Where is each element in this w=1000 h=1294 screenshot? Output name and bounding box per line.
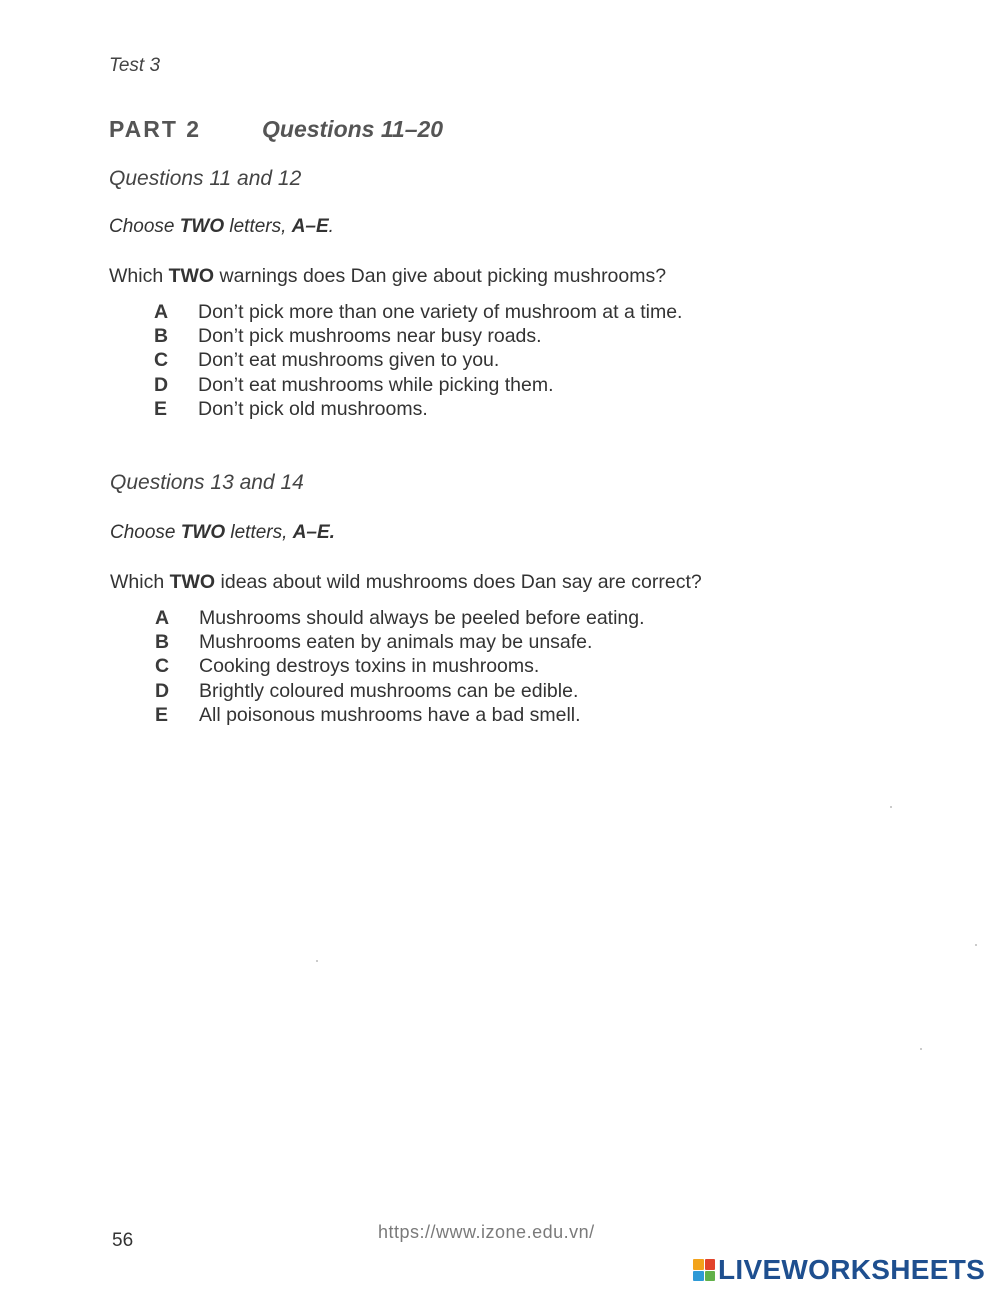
part-title: PART 2	[109, 116, 202, 142]
option-letter: A	[154, 300, 169, 323]
option-letter: E	[154, 397, 168, 420]
option-text: All poisonous mushrooms have a bad smell.	[199, 703, 581, 726]
section-heading: Questions 13 and 14	[110, 471, 304, 494]
option-a[interactable]	[154, 300, 682, 324]
page-number: 56	[112, 1230, 134, 1251]
option-e[interactable]	[155, 703, 645, 727]
option-text: Don’t pick mushrooms near busy roads.	[198, 324, 542, 347]
section-instruction: Choose TWO letters, A–E.	[109, 216, 334, 237]
option-letter: C	[155, 655, 170, 678]
option-e[interactable]	[154, 397, 682, 421]
part-questions-range: Questions 11–20	[262, 116, 444, 142]
option-text: Brightly coloured mushrooms can be edible.	[199, 679, 579, 702]
liveworksheets-logo-icon	[693, 1259, 715, 1281]
option-text: Don’t pick more than one variety of mushroom at a time.	[198, 300, 683, 323]
test-label: Test 3	[109, 55, 161, 76]
scan-speck	[920, 1048, 922, 1050]
question-prompt: Which TWO warnings does Dan give about picking mushrooms?	[109, 265, 667, 287]
option-letter: B	[154, 324, 169, 347]
option-text: Don’t pick old mushrooms.	[198, 397, 428, 420]
option-text: Don’t eat mushrooms while picking them.	[198, 373, 554, 396]
option-letter: C	[154, 349, 169, 372]
option-a[interactable]	[155, 606, 645, 630]
liveworksheets-logo[interactable]	[693, 1254, 985, 1286]
source-url[interactable]: https://www.izone.edu.vn/	[378, 1222, 595, 1242]
part-header	[109, 116, 443, 143]
scan-speck	[890, 806, 892, 808]
option-b[interactable]	[155, 630, 645, 654]
option-letter: E	[155, 703, 169, 726]
option-b[interactable]	[154, 324, 682, 348]
question-prompt: Which TWO ideas about wild mushrooms does Dan say are correct?	[110, 571, 702, 593]
scan-speck	[975, 944, 977, 946]
option-d[interactable]	[154, 373, 682, 397]
option-text: Mushrooms eaten by animals may be unsafe.	[199, 630, 593, 653]
option-letter: D	[155, 679, 170, 702]
brand-name: LIVEWORKSHEETS	[718, 1254, 986, 1285]
option-d[interactable]	[155, 679, 645, 703]
section-heading: Questions 11 and 12	[109, 167, 302, 190]
options-list	[155, 606, 645, 727]
options-list	[154, 300, 682, 421]
section-instruction: Choose TWO letters, A–E.	[110, 522, 335, 543]
option-c[interactable]	[155, 655, 645, 679]
option-letter: A	[155, 606, 170, 629]
option-text: Don’t eat mushrooms given to you.	[198, 349, 500, 372]
option-text: Cooking destroys toxins in mushrooms.	[199, 655, 540, 678]
option-letter: B	[155, 630, 170, 653]
scan-speck	[316, 960, 318, 962]
option-letter: D	[154, 373, 169, 396]
option-text: Mushrooms should always be peeled before eating.	[199, 606, 645, 629]
option-c[interactable]	[154, 349, 682, 373]
